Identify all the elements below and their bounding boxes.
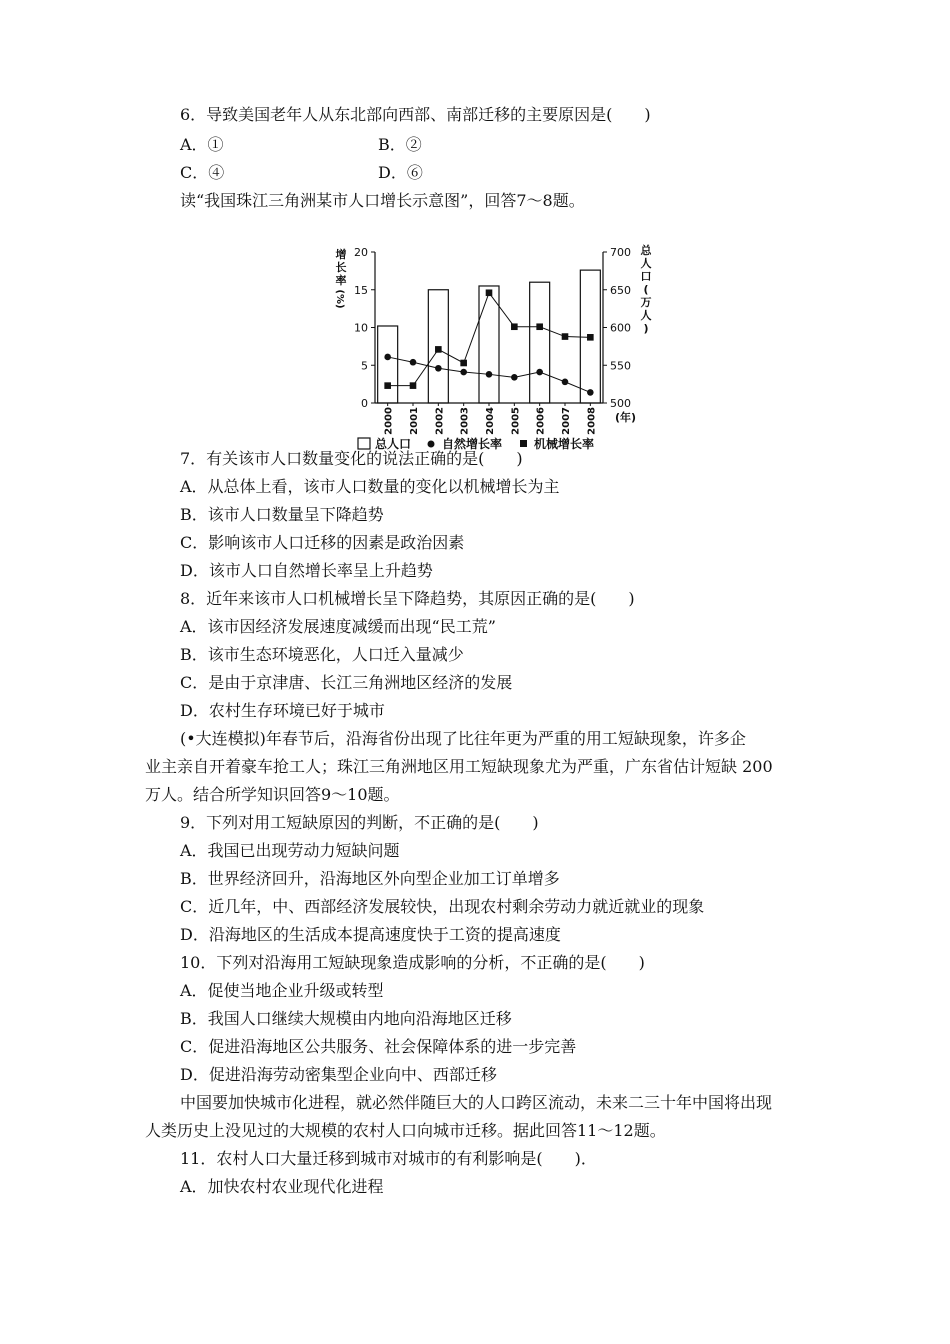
bar-total-population — [378, 326, 398, 403]
text-line: C．影响该市人口迁移的因素是政治因素 — [180, 533, 465, 552]
point-natural-growth — [410, 359, 417, 366]
text-line: A．加快农村农业现代化进程 — [180, 1177, 384, 1196]
x-tick-label: 2004 — [485, 407, 496, 435]
y-axis-label-left-char: 长 — [335, 261, 347, 274]
legend-swatch-mechanical — [520, 440, 527, 447]
y-tick-label-right: 650 — [610, 283, 631, 297]
y-axis-label-left-unit: (%) — [334, 289, 345, 309]
text-line: D．该市人口自然增长率呈上升趋势 — [180, 561, 433, 580]
x-tick-label: 2001 — [409, 407, 420, 435]
y-axis-label-right-char: ( — [643, 283, 649, 296]
x-tick-label: 2006 — [535, 407, 547, 435]
y-axis-label-right-char: 人 — [640, 309, 652, 322]
y-tick-label-left: 5 — [361, 359, 368, 373]
point-natural-growth — [587, 389, 594, 396]
y-tick-label-left: 10 — [354, 321, 368, 335]
point-natural-growth — [435, 365, 442, 372]
text-line: A．从总体上看，该市人口数量的变化以机械增长为主 — [180, 477, 560, 496]
y-axis-label-right-char: 万 — [640, 296, 652, 309]
legend-label-total: 总人口 — [375, 437, 412, 451]
x-tick-label: 2003 — [459, 407, 471, 435]
text-line: B．世界经济回升，沿海地区外向型企业加工订单增多 — [180, 869, 560, 888]
text-line: 8．近年来该市人口机械增长呈下降趋势，其原因正确的是( ) — [180, 589, 635, 608]
point-mechanical-growth — [384, 382, 391, 389]
text-line: C．是由于京津唐、长江三角洲地区经济的发展 — [180, 673, 513, 692]
text-line: 7．有关该市人口数量变化的说法正确的是( ) — [180, 449, 523, 468]
text-line: 读“我国珠江三角洲某市人口增长示意图”，回答7～8题。 — [180, 191, 585, 210]
point-mechanical-growth — [562, 333, 569, 340]
x-tick-label: 2000 — [383, 407, 395, 435]
legend-label-natural: 自然增长率 — [442, 437, 503, 451]
point-mechanical-growth — [486, 289, 493, 296]
y-axis-label-left-char: 率 — [335, 274, 347, 287]
text-line: 业主亲自开着豪车抢工人；珠江三角洲地区用工短缺现象尤为严重，广东省估计短缺 200 — [145, 757, 773, 776]
text-line: D．⑥ — [378, 163, 423, 182]
text-line: 中国要加快城市化进程，就必然伴随巨大的人口跨区流动，未来二三十年中国将出现 — [180, 1093, 773, 1112]
point-natural-growth — [486, 371, 493, 378]
text-line: C．近几年，中、西部经济发展较快，出现农村剩余劳动力就近就业的现象 — [180, 897, 705, 916]
bar-total-population — [479, 286, 499, 403]
text-line: B．② — [378, 135, 422, 154]
point-mechanical-growth — [587, 334, 594, 341]
text-line: D．沿海地区的生活成本提高速度快于工资的提高速度 — [180, 925, 561, 944]
y-tick-label-left: 20 — [354, 246, 368, 259]
point-mechanical-growth — [536, 323, 543, 330]
text-line: 11．农村人口大量迁移到城市对城市的有利影响是( )． — [180, 1149, 597, 1168]
point-mechanical-growth — [410, 382, 417, 389]
text-line: C．促进沿海地区公共服务、社会保障体系的进一步完善 — [180, 1037, 577, 1056]
point-natural-growth — [511, 374, 518, 381]
x-tick-label: 2005 — [510, 407, 522, 435]
y-tick-label-left: 15 — [354, 283, 368, 297]
text-line: (•大连模拟)年春节后，沿海省份出现了比往年更为严重的用工短缺现象，许多企 — [180, 729, 746, 748]
y-tick-label-right: 500 — [610, 397, 631, 410]
text-line: 6．导致美国老年人从东北部向西部、南部迁移的主要原因是( ) — [180, 105, 651, 124]
text-line: D．促进沿海劳动密集型企业向中、西部迁移 — [180, 1065, 497, 1084]
point-mechanical-growth — [460, 360, 467, 367]
y-tick-label-right: 600 — [610, 321, 631, 335]
y-tick-label-right: 700 — [610, 246, 631, 259]
x-tick-label: 2007 — [561, 407, 572, 435]
text-line: B．该市生态环境恶化，人口迁入量减少 — [180, 645, 464, 664]
bar-total-population — [530, 282, 550, 403]
point-natural-growth — [384, 354, 391, 361]
y-axis-label-right-char: 口 — [640, 270, 652, 283]
y-axis-label-right-char: 总 — [640, 244, 652, 257]
y-axis-label-right-char: 人 — [640, 257, 652, 270]
text-line: 万人。结合所学知识回答9～10题。 — [145, 785, 400, 804]
text-line: 人类历史上没见过的大规模的农村人口向城市迁移。据此回答11～12题。 — [145, 1121, 666, 1140]
text-line: B．该市人口数量呈下降趋势 — [180, 505, 384, 524]
text-line: 10．下列对沿海用工短缺现象造成影响的分析，不正确的是( ) — [180, 953, 645, 972]
y-axis-label-left-char: 增 — [335, 248, 347, 261]
x-tick-label: 2008 — [586, 407, 598, 435]
text-line: C．④ — [180, 163, 225, 182]
text-line: A．促使当地企业升级或转型 — [180, 981, 384, 1000]
text-line: A．该市因经济发展速度减缓而出现“民工荒” — [180, 617, 496, 636]
text-line: D．农村生存环境已好于城市 — [180, 701, 385, 720]
x-axis-unit: (年) — [615, 411, 637, 424]
y-axis-label-right-char: ) — [643, 322, 649, 335]
text-line: 9．下列对用工短缺原因的判断，不正确的是( ) — [180, 813, 539, 832]
legend-swatch-natural — [428, 441, 435, 448]
x-tick-label: 2002 — [434, 407, 446, 435]
y-tick-label-left: 0 — [361, 397, 368, 410]
point-natural-growth — [536, 369, 543, 376]
point-mechanical-growth — [435, 346, 442, 353]
population-growth-chart — [330, 240, 660, 460]
point-natural-growth — [460, 369, 467, 376]
chart-svg — [330, 240, 660, 460]
legend-swatch-total — [358, 438, 370, 449]
point-mechanical-growth — [511, 323, 518, 330]
legend-label-mechanical: 机械增长率 — [534, 437, 595, 451]
y-tick-label-right: 550 — [610, 359, 631, 373]
text-line: A．① — [180, 135, 224, 154]
text-line: A．我国已出现劳动力短缺问题 — [180, 841, 400, 860]
text-line: B．我国人口继续大规模由内地向沿海地区迁移 — [180, 1009, 512, 1028]
point-natural-growth — [562, 379, 569, 386]
